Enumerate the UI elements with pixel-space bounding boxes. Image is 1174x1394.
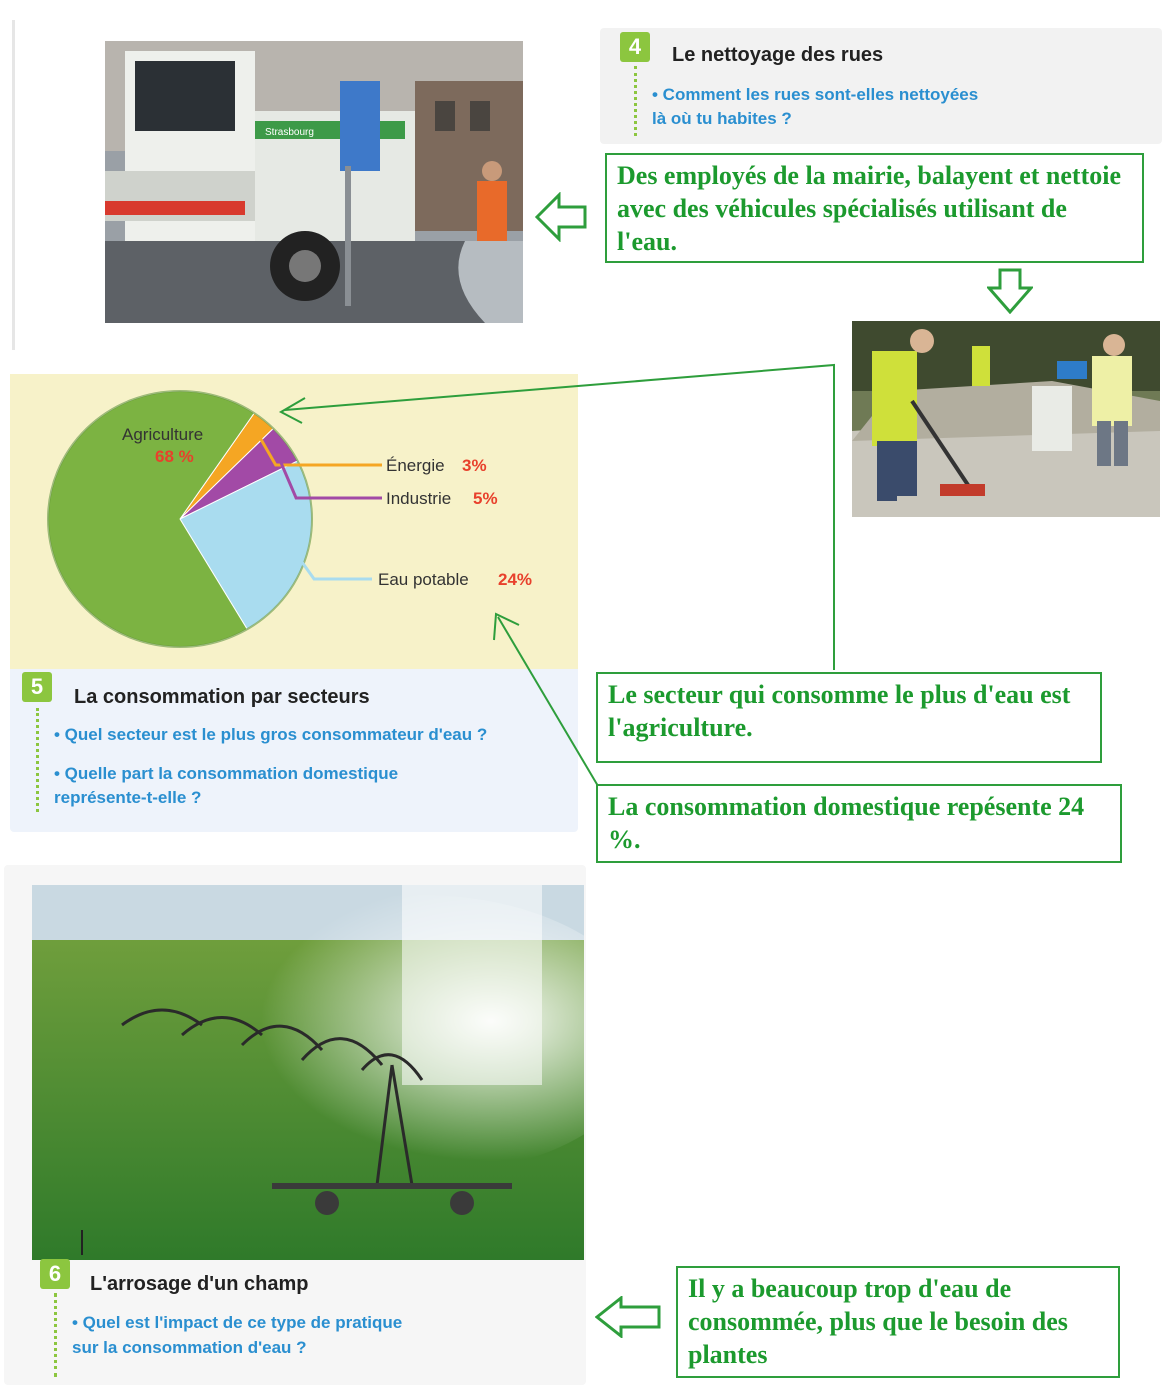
answer-domestic-box — [596, 784, 1122, 863]
answer-irrigation-text: Il y a beaucoup trop d'eau de consommée, plus que le besoin des plantes — [688, 1274, 1068, 1369]
card4-number-badge: 4 — [620, 32, 650, 62]
card6-number-badge: 6 — [40, 1259, 70, 1289]
street-sweepers-photo — [852, 321, 1160, 517]
pie-label-industrie: Industrie — [386, 489, 452, 508]
arrow-left-to-truck-icon — [535, 192, 587, 242]
answer-street-cleaning-box — [605, 153, 1144, 263]
pie-value-industrie: 5% — [473, 489, 498, 508]
card-irrigation — [4, 865, 586, 1385]
card6-dotted-line — [54, 1293, 57, 1377]
card5-question1: • Quel secteur est le plus gros consommateur d'eau ? — [54, 725, 488, 744]
card-street-cleaning — [600, 28, 1162, 144]
irrigation-field-photo — [32, 885, 584, 1260]
answer-sector-text: Le secteur qui consomme le plus d'eau est l'agriculture. — [608, 680, 1071, 742]
pie-label-energie: Énergie — [386, 456, 445, 475]
street-cleaning-truck-photo — [105, 41, 523, 323]
card5-number-badge: 5 — [22, 672, 52, 702]
answer-domestic-text: La consommation domestique repésente 24 %. — [608, 792, 1085, 854]
card4-title: Le nettoyage des rues — [672, 44, 884, 66]
card6-question-line1: • Quel est l'impact de ce type de pratique — [72, 1313, 403, 1332]
card5-question2-line2: représente-t-elle ? — [54, 788, 202, 807]
pie-value-agriculture: 68 % — [155, 447, 194, 466]
card5-title: La consommation par secteurs — [74, 686, 370, 708]
answer-irrigation-box — [676, 1266, 1120, 1378]
card6-title: L'arrosage d'un champ — [90, 1273, 309, 1295]
arrow-down-icon — [987, 268, 1033, 314]
card4-dotted-line — [634, 66, 637, 136]
card6-question-line2: sur la consommation d'eau ? — [72, 1338, 307, 1357]
pie-label-eau-potable: Eau potable — [378, 570, 469, 589]
card-consumption-sectors — [10, 374, 578, 832]
answer-sector-box — [596, 672, 1102, 763]
card5-question2-line1: • Quelle part la consommation domestique — [54, 764, 399, 783]
card4-question-line2: là où tu habites ? — [652, 109, 792, 128]
arrow-left-to-irrigation-icon — [595, 1296, 661, 1338]
pie-value-eau-potable: 24% — [498, 570, 533, 589]
answer-street-cleaning-text: Des employés de la mairie, balayent et nettoie avec des véhicules spécialisés utilisant de l'eau. — [617, 161, 1122, 256]
pie-label-agriculture: Agriculture — [122, 425, 204, 444]
card4-question-line1: • Comment les rues sont-elles nettoyées — [652, 85, 979, 104]
pie-value-energie: 3% — [462, 456, 487, 475]
left-divider — [12, 20, 15, 350]
pie-chart — [10, 374, 578, 669]
card5-dotted-line — [36, 708, 39, 812]
truck-label-text: Strasbourg — [265, 127, 314, 138]
